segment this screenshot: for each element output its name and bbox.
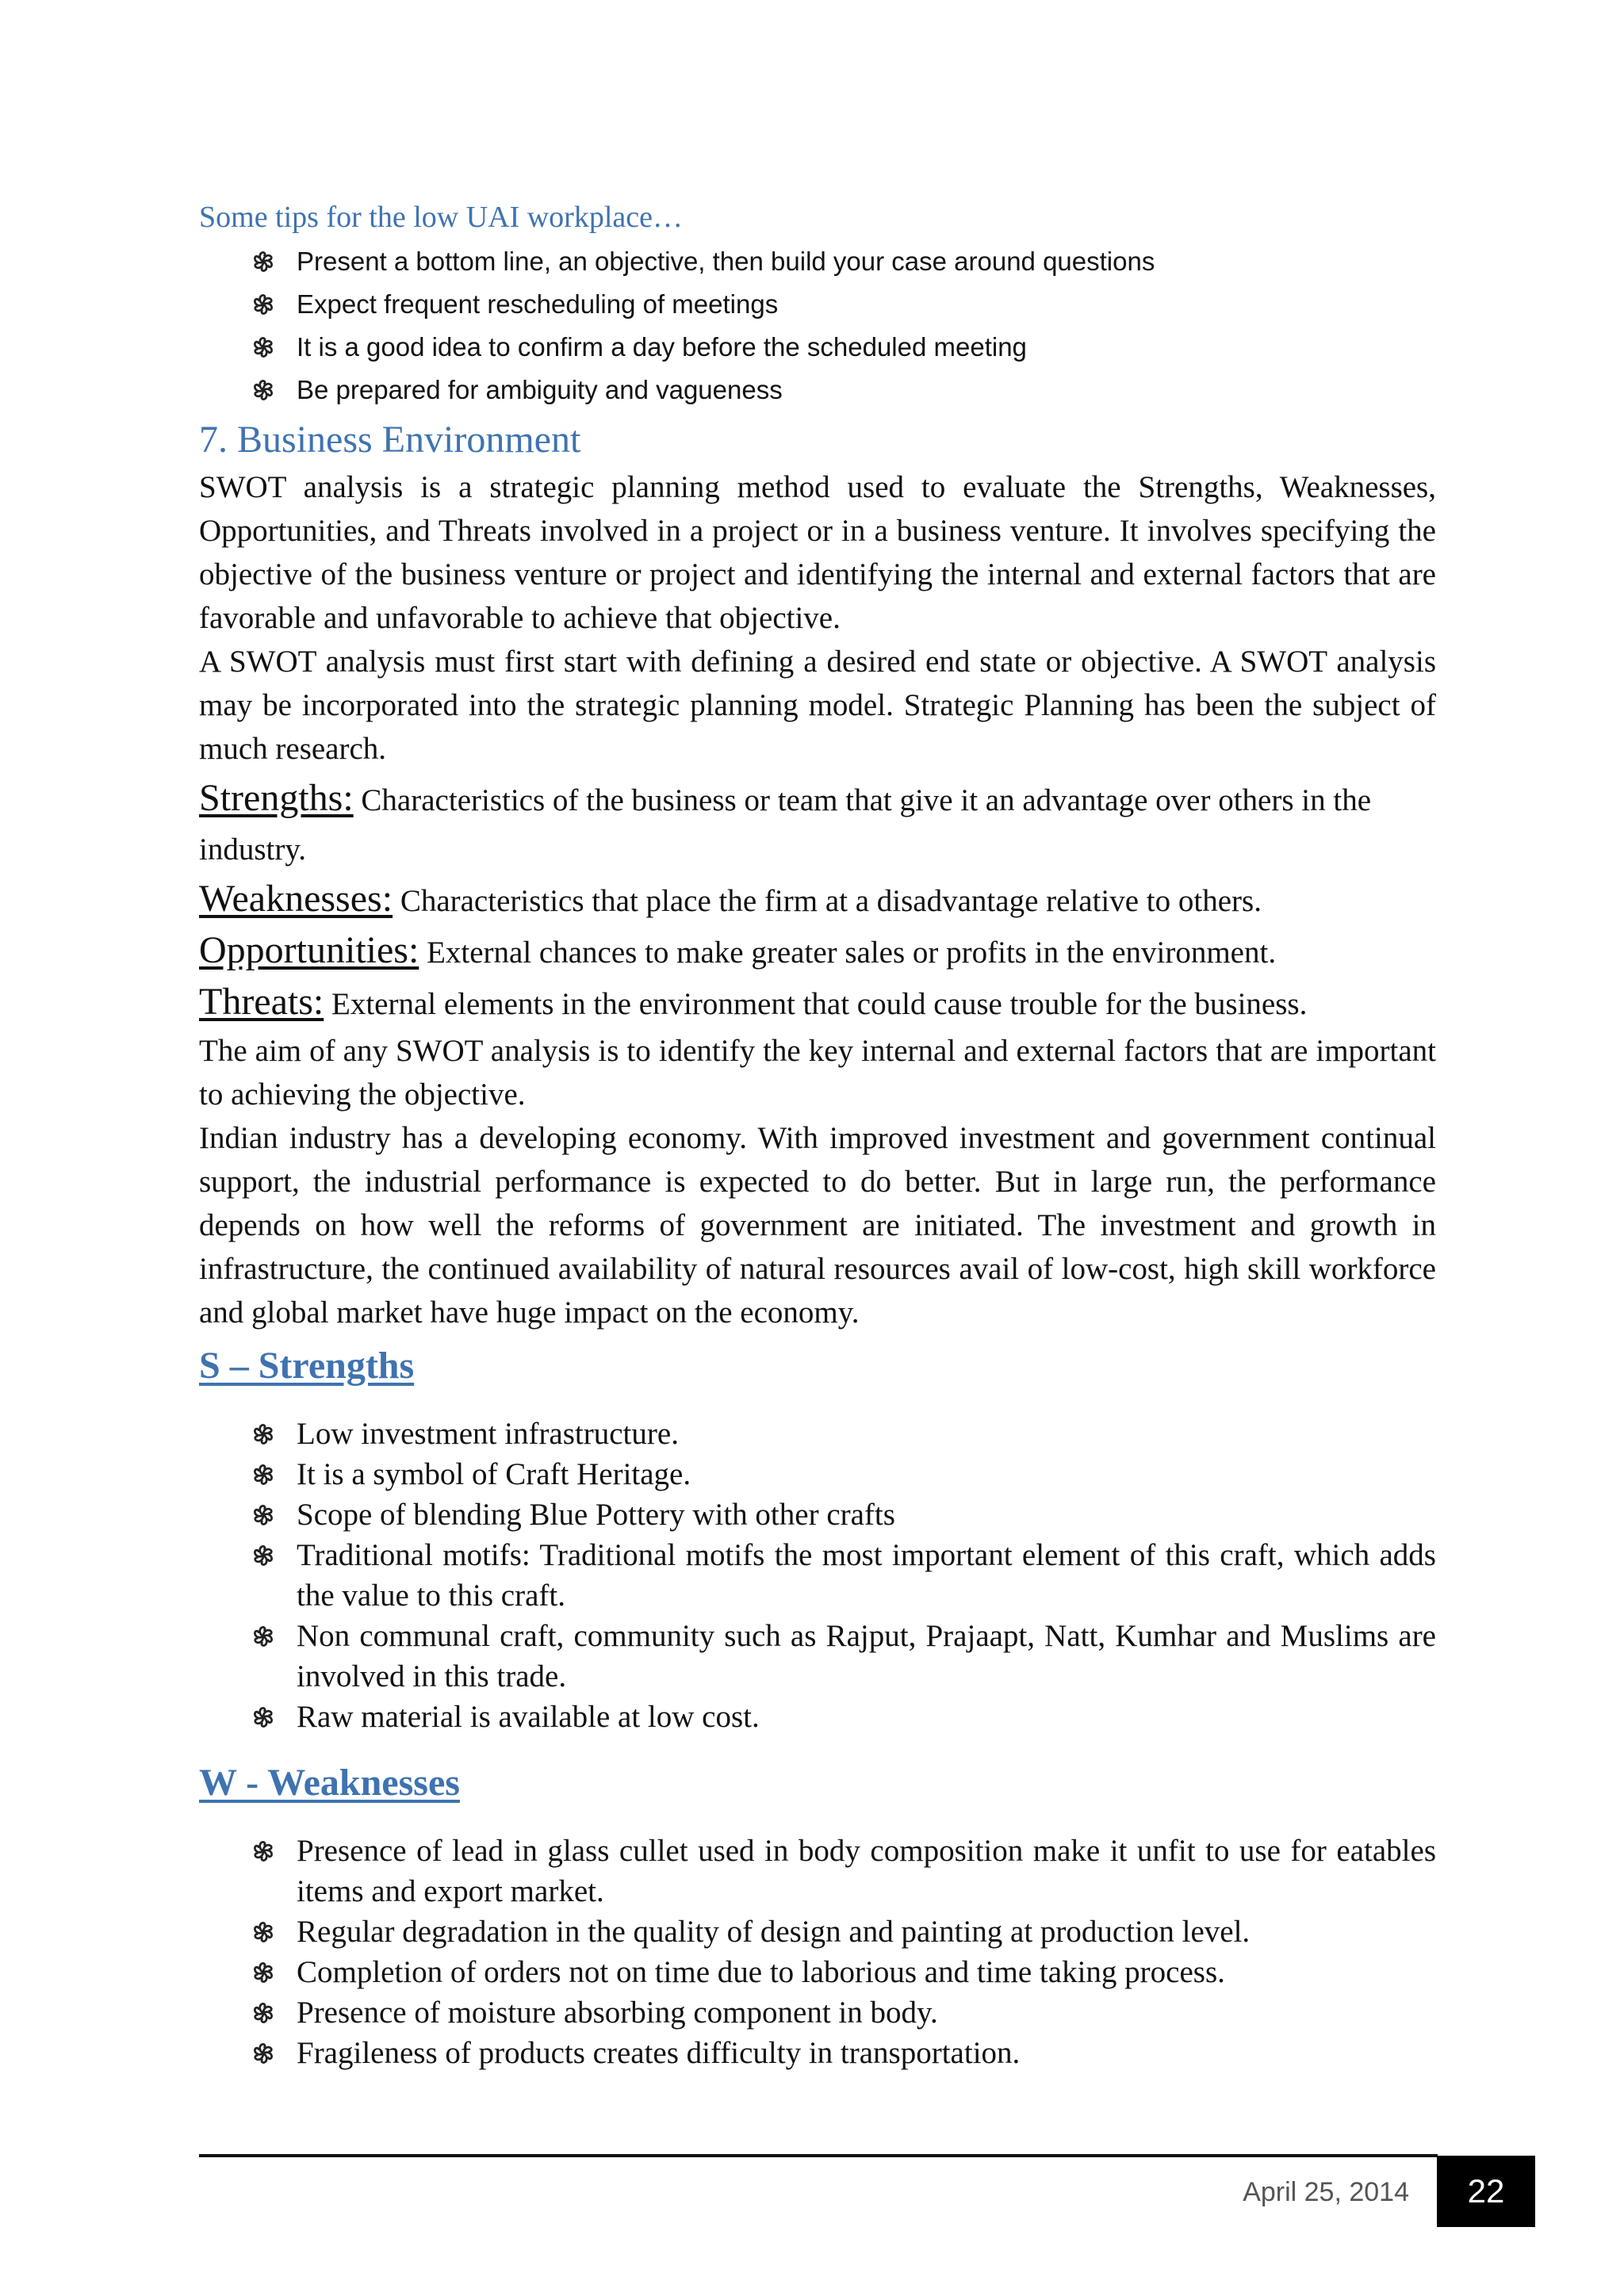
list-item: Be prepared for ambiguity and vagueness xyxy=(199,369,1436,411)
swirl-bullet-icon xyxy=(248,283,278,326)
strengths-list xyxy=(199,1414,1436,1737)
swirl-bullet-icon xyxy=(248,1535,278,1575)
paragraph: A SWOT analysis must first start with defining a desired end state or objective. A SWOT analysis may be incorporated into the strategic planning model. Strategic Planning has been the subject of much research. xyxy=(199,645,1436,766)
swirl-bullet-icon xyxy=(248,240,278,283)
swirl-bullet-icon xyxy=(248,1494,278,1535)
term-strengths xyxy=(199,774,1436,874)
term-label: Weaknesses: xyxy=(199,878,393,920)
list-item: Non communal craft, community such as Rajput, Prajaapt, Natt, Kumhar and Muslims are involved in this trade. xyxy=(199,1616,1436,1697)
page-content xyxy=(199,194,1436,2073)
term-definition: Characteristics that place the firm at a disadvantage relative to others. xyxy=(393,884,1262,918)
list-item: Scope of blending Blue Pottery with other crafts xyxy=(199,1494,1436,1535)
tips-title: Some tips for the low UAI workplace… xyxy=(199,201,683,234)
swirl-bullet-icon xyxy=(248,1911,278,1952)
list-item: It is a good idea to confirm a day before the scheduled meeting xyxy=(199,326,1436,369)
list-item: Low investment infrastructure. xyxy=(199,1414,1436,1454)
swirl-bullet-icon xyxy=(248,1414,278,1454)
swirl-bullet-icon xyxy=(248,1454,278,1494)
term-opportunities xyxy=(199,926,1436,978)
list-item: It is a symbol of Craft Heritage. xyxy=(199,1454,1436,1494)
term-definition: External chances to make greater sales or profits in the environment. xyxy=(419,936,1277,970)
term-threats xyxy=(199,978,1436,1029)
strengths-heading: S – Strengths xyxy=(199,1345,415,1387)
term-label: Strengths: xyxy=(199,777,354,819)
list-item: Present a bottom line, an objective, then build your case around questions xyxy=(199,240,1436,283)
swirl-bullet-icon xyxy=(248,1831,278,1871)
swirl-bullet-icon xyxy=(248,1697,278,1737)
swirl-bullet-icon xyxy=(248,1992,278,2033)
weaknesses-list xyxy=(199,1831,1436,2073)
list-item: Fragileness of products creates difficulty in transportation. xyxy=(199,2033,1436,2073)
term-label: Opportunities: xyxy=(199,929,419,971)
paragraph: The aim of any SWOT analysis is to identify the key internal and external factors that are important to achieving the objective. xyxy=(199,1034,1436,1112)
list-item: Completion of orders not on time due to laborious and time taking process. xyxy=(199,1952,1436,1992)
list-item: Raw material is available at low cost. xyxy=(199,1697,1436,1737)
term-weaknesses xyxy=(199,874,1436,926)
list-item: Traditional motifs: Traditional motifs the most important element of this craft, which adds the value to this craft. xyxy=(199,1535,1436,1616)
list-item: Presence of moisture absorbing component in body. xyxy=(199,1992,1436,2033)
list-item: Regular degradation in the quality of design and painting at production level. xyxy=(199,1911,1436,1952)
swirl-bullet-icon xyxy=(248,326,278,369)
weaknesses-heading: W - Weaknesses xyxy=(199,1762,460,1804)
term-definition: Characteristics of the business or team that give it an advantage over others in the industry. xyxy=(199,783,1372,867)
page-number: 22 xyxy=(1437,2156,1535,2227)
tips-list xyxy=(199,240,1436,411)
term-label: Threats: xyxy=(199,981,324,1023)
term-definition: External elements in the environment that could cause trouble for the business. xyxy=(324,987,1308,1021)
footer-divider xyxy=(199,2154,1438,2157)
swirl-bullet-icon xyxy=(248,2033,278,2073)
swirl-bullet-icon xyxy=(248,1952,278,1992)
footer-date: April 25, 2014 xyxy=(1243,2177,1409,2207)
paragraph: SWOT analysis is a strategic planning method used to evaluate the Strengths, Weaknesses, Opportunities, and Threats involved in a project or in a business venture. It involves specifying the objective of the business venture or project and identifying the internal and external factors that are favorable and unfavorable to achieve that objective. xyxy=(199,470,1436,635)
swirl-bullet-icon xyxy=(248,1616,278,1656)
swirl-bullet-icon xyxy=(248,369,278,411)
list-item: Presence of lead in glass cullet used in body composition make it unfit to use for eatables items and export market. xyxy=(199,1831,1436,1911)
section-title: 7. Business Environment xyxy=(199,419,581,461)
paragraph: Indian industry has a developing economy. With improved investment and government continual support, the industrial performance is expected to do better. But in large run, the performance depends on how well the reforms of government are initiated. The investment and growth in infrastructure, the continued availability of natural resources avail of low-cost, high skill workforce and global market have huge impact on the economy. xyxy=(199,1121,1436,1330)
list-item: Expect frequent rescheduling of meetings xyxy=(199,283,1436,326)
